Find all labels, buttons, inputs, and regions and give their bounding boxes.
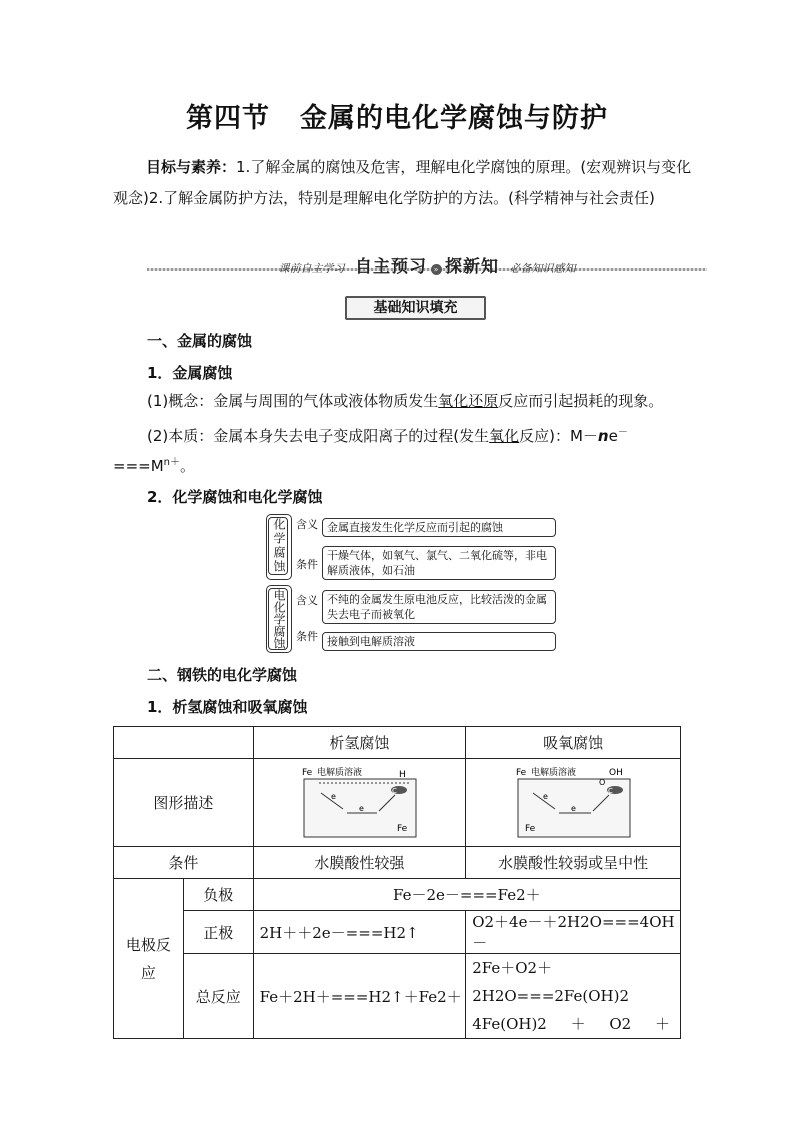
section-banner	[147, 252, 707, 277]
chem-corrosion-label: 化学腐蚀	[268, 517, 288, 575]
essence-answer: 氧化	[489, 427, 520, 445]
page-title	[0, 96, 794, 135]
essence-result: ===M	[113, 457, 164, 475]
chem-def-box: 金属直接发生化学反应而引起的腐蚀	[322, 518, 556, 537]
h2-fe-top: Fe	[302, 767, 313, 778]
h2-gas: H	[399, 769, 407, 780]
essence-text-pre: (2)本质：金属本身失去电子变成阳离子的过程(发生	[147, 427, 490, 445]
h2-fe-bottom: Fe	[397, 823, 408, 834]
banner-arrow-icon: »	[431, 264, 442, 275]
total-o2-term-c: O2	[609, 1015, 632, 1033]
header-h2-corrosion: 析氢腐蚀	[253, 727, 466, 759]
o2-e-2: e	[571, 803, 577, 813]
neg-equation: Fe－2e－===Fe2＋	[253, 879, 680, 911]
title-section-number: 第四节	[186, 103, 270, 134]
total-o2-plus-1: ＋	[570, 1015, 586, 1033]
h2-e-2: e	[359, 803, 365, 813]
essence-charge: n＋	[163, 457, 180, 468]
total-o2-line2	[472, 1010, 680, 1038]
total-h2-equation: Fe＋2H＋===H2↑＋Fe2＋	[253, 954, 466, 1039]
banner-left: 课前自主学习	[278, 262, 345, 275]
o2-oh: OH	[609, 767, 623, 778]
banner-right: 必备知识感知	[509, 262, 576, 275]
h2-corrosion-figure	[299, 761, 419, 841]
banner-main-1: 自主预习	[355, 257, 427, 277]
o2-carbon: C	[608, 786, 613, 795]
title-topic: 金属的电化学腐蚀与防护	[300, 103, 608, 134]
ec-corrosion-label: 电化学腐蚀	[268, 588, 288, 650]
essence-line	[147, 418, 693, 451]
essence-e: e	[608, 427, 618, 445]
corrosion-diagram	[266, 514, 560, 654]
essence-end: 。	[180, 457, 196, 475]
section2-sub1: 1．析氢腐蚀和吸氧腐蚀	[147, 698, 308, 716]
pos-o2-equation: O2＋4e－＋2H2O===4OH－	[466, 911, 681, 954]
chem-cond-tag: 条件	[296, 558, 318, 571]
corrosion-comparison-table	[113, 726, 681, 1039]
o2-fe-bottom: Fe	[525, 823, 536, 834]
learning-goals	[113, 152, 693, 214]
total-o2-plus-2: ＋	[654, 1015, 670, 1033]
concept-text-pre: (1)概念：金属与周围的气体或液体物质发生	[147, 392, 439, 410]
section1-sub1: 1．金属腐蚀	[147, 364, 233, 382]
figure-o2	[466, 759, 681, 847]
cond-h2: 水膜酸性较强	[253, 847, 466, 879]
o2-corrosion-figure	[513, 761, 633, 841]
o2-e-1: e	[543, 791, 549, 801]
ec-def-tag: 含义	[296, 594, 318, 607]
o2-fe-top: Fe	[516, 767, 527, 778]
section2-heading: 二、钢铁的电化学腐蚀	[147, 666, 298, 684]
essence-text-post: 反应)：M－	[519, 427, 598, 445]
o2-electrolyte: 电解质溶液	[531, 767, 577, 778]
chem-cond-box: 干燥气体，如氧气、氯气、二氧化硫等，非电解质液体，如石油	[322, 546, 556, 580]
section1-heading: 一、金属的腐蚀	[147, 332, 253, 350]
chem-def-tag: 含义	[296, 518, 318, 531]
subsection-banner: 基础知识填充	[345, 296, 486, 320]
electrode-group-label: 电极反应	[125, 935, 171, 982]
row-label-positive: 正极	[183, 911, 253, 954]
h2-electrolyte: 电解质溶液	[317, 767, 363, 778]
total-o2-line1: 2Fe＋O2＋2H2O===2Fe(OH)2	[472, 959, 630, 1005]
total-o2-cell	[466, 954, 681, 1039]
o2-gas: O	[599, 777, 606, 787]
ec-cond-box: 接触到电解质溶液	[322, 632, 556, 651]
section1-sub2: 2．化学腐蚀和电化学腐蚀	[147, 488, 323, 506]
h2-e-1: e	[331, 791, 337, 801]
essence-n: n	[597, 427, 609, 445]
row-label-condition: 条件	[114, 847, 254, 879]
row-label-figure: 图形描述	[114, 759, 254, 847]
goal-text: 1.了解金属的腐蚀及危害，理解电化学腐蚀的原理。(宏观辨识与变化观念)2.了解金属防护方法，特别是理解电化学防护的方法。(科学精神与社会责任)	[113, 158, 692, 207]
table-corner	[114, 727, 254, 759]
banner-main-2: 探新知	[445, 257, 499, 277]
ec-cond-tag: 条件	[296, 630, 318, 643]
cond-o2: 水膜酸性较弱或呈中性	[466, 847, 681, 879]
row-label-negative: 负极	[183, 879, 253, 911]
row-label-total: 总反应	[183, 954, 253, 1039]
concept-line	[147, 386, 663, 416]
concept-answer: 氧化还原	[438, 392, 499, 410]
h2-carbon: C	[392, 786, 398, 795]
concept-text-post: 反应而引起损耗的现象。	[498, 392, 664, 410]
pos-h2-equation: 2H＋＋2e－===H2↑	[253, 911, 466, 954]
figure-h2	[253, 759, 466, 847]
essence-line-2	[113, 448, 195, 481]
ec-def-box: 不纯的金属发生原电池反应，比较活泼的金属失去电子而被氧化	[322, 590, 556, 624]
header-o2-corrosion: 吸氧腐蚀	[466, 727, 681, 759]
essence-minus: －	[617, 427, 628, 438]
goal-label: 目标与素养：	[146, 158, 237, 176]
row-group-electrode	[114, 879, 184, 1039]
total-o2-term-a: 4Fe(OH)2	[472, 1015, 547, 1033]
